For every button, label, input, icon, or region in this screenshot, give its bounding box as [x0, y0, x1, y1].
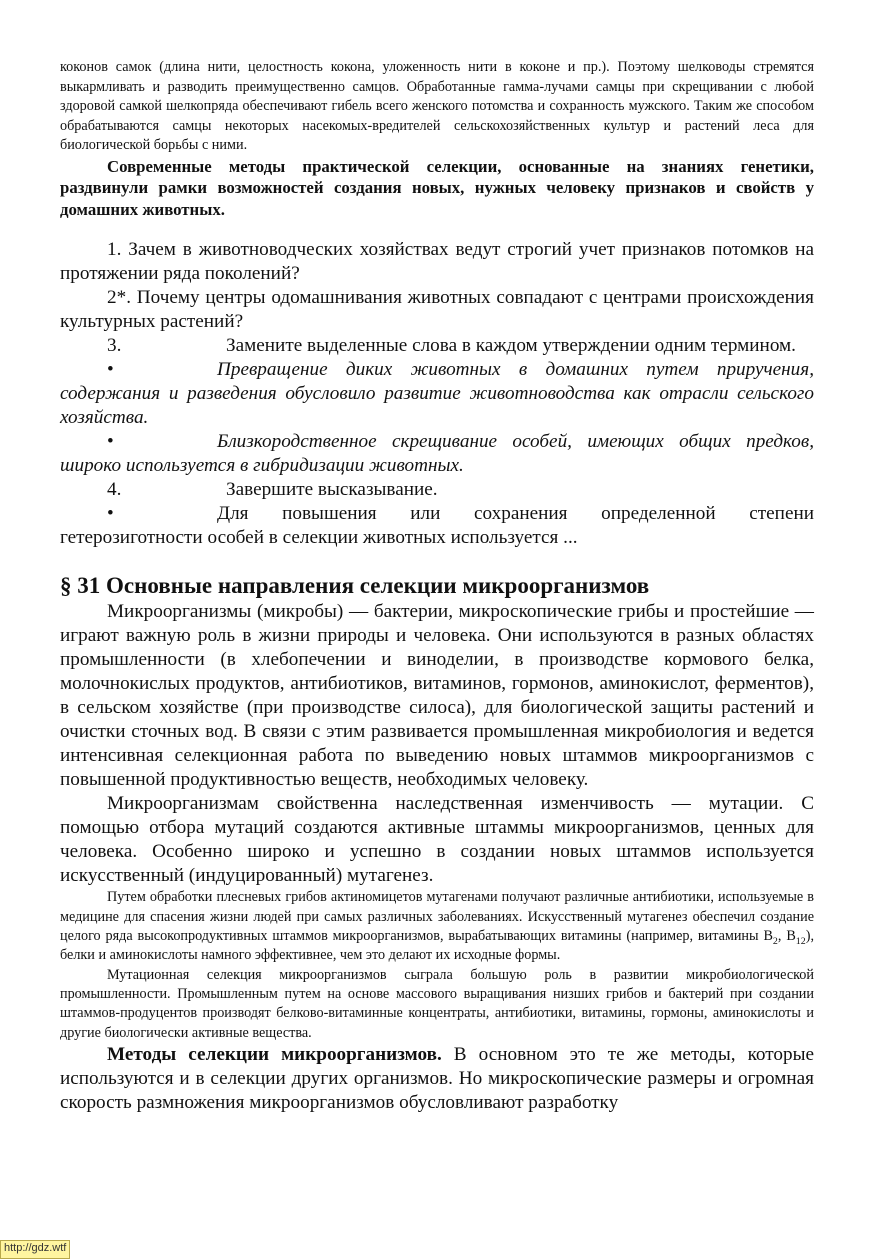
section-title: § 31 Основные направления селекции микроорганизмов: [60, 573, 650, 599]
section-paragraph-3: [60, 1043, 814, 1115]
fine-paragraph-2: Мутационная селекция микроорганизмов сыграла большую роль в развитии микробиологической промышленности. Промышленным путем на основе массового выращивания низших грибов и бактерий при создании штаммов-продуцентов производят белково-витаминные концентраты, антибиотики, витамины, гормоны, аминокислоты и другие биологически активные вещества.: [60, 966, 814, 1041]
spacer: [60, 220, 814, 238]
paragraph-silkworm: коконов самок (длина нити, целостность кокона, уложенность нити в коконе и пр.). Поэтому шелководы стремятся выкармливать и разводить преимущественно самцов. Обработанные гамма-лучами самцы при скрещивании с любой здоровой самкой шелкопряда обеспечивают гибель всего женского потомства и сохранность мужского. Таким же способом обрабатываются самцы некоторых насекомых-вредителей сельскохозяйственных культур и растений леса для биологической борьбы с ними.: [60, 59, 814, 154]
question-4: [60, 478, 814, 502]
question-1: 1. Зачем в животноводческих хозяйствах ведут строгий учет признаков потомков на протяжении ряда поколений?: [60, 239, 814, 285]
bullet-item-3: [60, 502, 814, 550]
bullet-icon: •: [107, 503, 114, 525]
fine-paragraph-1-part-a: Путем обработки плесневых грибов актиномицетов мутагенами получают различные антибиотики, используемые в медицине для спасения жизни людей при самых различных заболеваниях. Искусственный мутагенез обеспечил создание целого ряда высокопродуктивных штаммов микроорганизмов, вырабатывающих витамины (например, витамины B: [60, 889, 814, 945]
fine-paragraph-1-part-b: ), белки и аминокислоты намного эффективнее, чем это делают их исходные формы.: [60, 928, 814, 964]
questions-block: [60, 238, 814, 550]
methods-heading: Методы селекции микроорганизмов.: [107, 1043, 442, 1065]
section-paragraph-2: Микроорганизмам свойственна наследственная изменчивость — мутации. С помощью отбора мутаций создаются активные штаммы микроорганизмов, ценных для человека. Особенно широко и успешно в создании новых штаммов используется искусственный (индуцированный) мутагенез.: [60, 793, 814, 887]
section-paragraph-3-text: В основном это те же методы, которые используются и в селекции других организмов. Но микроскопические размеры и огромная скорость размножения микроорганизмов обусловливают разработку: [60, 1043, 814, 1113]
fine-paragraph-1: [60, 888, 814, 965]
question-3-text: Замените выделенные слова в каждом утверждении одним термином.: [226, 335, 796, 357]
question-3: [60, 334, 814, 358]
page-content: [60, 58, 814, 1115]
question-3-number: 3.: [107, 335, 122, 357]
bullet-item-1: [60, 358, 814, 430]
watermark-link[interactable]: http://gdz.wtf: [0, 1240, 70, 1259]
subscript-2: 2: [772, 935, 778, 947]
bullet-icon: •: [107, 359, 114, 381]
question-2: 2*. Почему центры одомашнивания животных совпадают с центрами происхождения культурных растений?: [60, 287, 814, 333]
bullet-item-2-text: Близкородственное скрещивание особей, имеющих общих предков, широко используется в гибридизации животных.: [60, 431, 814, 477]
section-paragraph-1: Микроорганизмы (микробы) — бактерии, микроскопические грибы и простейшие — играют важную роль в жизни природы и человека. Они используются в разных областях промышленности (в хлебопечении и виноделии, в производстве кормового белка, молочнокислых продуктов, антибиотиков, витаминов, гормонов, аминокислот, ферментов), в сельском хозяйстве (при производстве силоса), для биологической защиты растений и очистки сточных вод. В связи с этим развивается промышленная микробиология и ведется интенсивная селекционная работа по выведению новых штаммов микроорганизмов с повышенной продуктивностью веществ, необходимых человеку.: [60, 601, 814, 791]
question-4-text: Завершите высказывание.: [226, 479, 438, 501]
subscript-12: 12: [795, 935, 806, 947]
fine-paragraph-1-mid: , B: [777, 928, 796, 945]
conclusion-bold: Современные методы практической селекции, основанные на знаниях генетики, раздвинули рамки возможностей создания новых, нужных человеку признаков и свойств у домашних животных.: [60, 156, 814, 219]
question-4-number: 4.: [107, 479, 122, 501]
bullet-icon: •: [107, 431, 114, 453]
bullet-item-1-text: Превращение диких животных в домашних путем приручения, содержания и разведения обусловило развитие животноводства как отрасли сельского хозяйства.: [60, 359, 814, 429]
bullet-item-2: [60, 430, 814, 478]
bullet-item-3-text: Для повышения или сохранения определенной степени гетерозиготности особей в селекции животных используется ...: [60, 503, 814, 549]
